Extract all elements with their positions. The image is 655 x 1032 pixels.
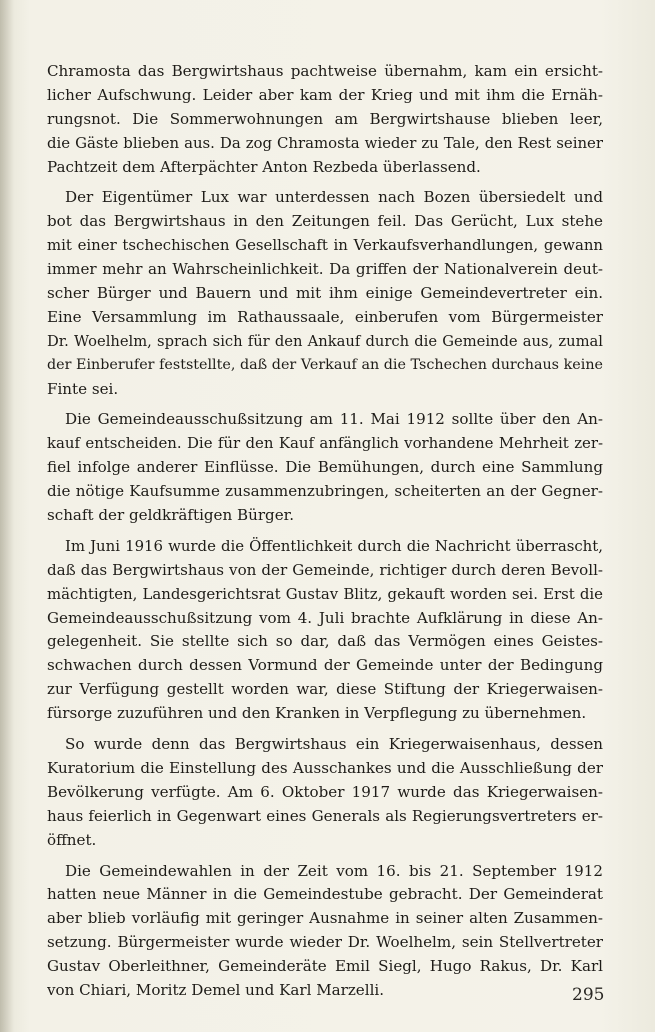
paragraph-1 <box>47 60 603 179</box>
text-line: daß das Bergwirtshaus von der Gemeinde, richtiger durch deren Bevoll- <box>47 560 603 579</box>
paragraph-4 <box>47 535 603 726</box>
text-line: licher Aufschwung. Leider aber kam der Krieg und mit ihm die Ernäh- <box>47 85 603 104</box>
text-line: setzung. Bürgermeister wurde wieder Dr. Woelhelm, sein Stellvertreter <box>47 933 603 952</box>
text-line: haus feierlich in Gegenwart eines Generals als Regierungsvertreters er- <box>47 806 603 825</box>
text-line: schwachen durch dessen Vormund der Gemeinde unter der Bedingung <box>47 656 603 675</box>
text-line: mit einer tschechischen Gesellschaft in Verkaufsverhandlungen, gewann <box>47 236 603 255</box>
text-line: fiel infolge anderer Einflüsse. Die Bemühungen, durch eine Sammlung <box>47 458 603 477</box>
text-line: scher Bürger und Bauern und mit ihm einige Gemeindevertreter ein. <box>47 284 603 303</box>
text-line: Die Gemeindeausschußsitzung am 11. Mai 1912 sollte über den An- <box>65 410 603 429</box>
page-number: 295 <box>572 985 605 1005</box>
page-gutter-shadow <box>0 0 14 1032</box>
text-line: zur Verfügung gestellt worden war, diese Stiftung der Kriegerwaisen- <box>47 680 603 699</box>
body-text <box>47 60 603 1010</box>
text-line: So wurde denn das Bergwirtshaus ein Kriegerwaisenhaus, dessen <box>65 735 603 754</box>
text-line: Bevölkerung verfügte. Am 6. Oktober 1917 wurde das Kriegerwaisen- <box>47 782 603 801</box>
text-line: Chramosta das Bergwirtshaus pachtweise übernahm, kam ein ersicht- <box>47 62 603 80</box>
paragraph-3 <box>47 408 603 527</box>
text-line: gelegenheit. Sie stellte sich so dar, daß das Vermögen eines Geistes- <box>47 632 603 651</box>
text-line: Finte sei. <box>47 379 119 398</box>
text-line: Der Eigentümer Lux war unterdessen nach Bozen übersiedelt und <box>65 188 603 207</box>
text-line: von Chiari, Moritz Demel und Karl Marzelli. <box>47 980 385 999</box>
text-line: der Einberufer feststellte, daß der Verkauf an die Tschechen durchaus keine <box>47 356 603 373</box>
text-line: immer mehr an Wahrscheinlichkeit. Da griffen der Nationalverein deut- <box>47 260 603 279</box>
text-line: kauf entscheiden. Die für den Kauf anfänglich vorhandene Mehrheit zer- <box>47 434 603 453</box>
text-line: Pachtzeit dem Afterpächter Anton Rezbeda überlassend. <box>47 157 481 176</box>
text-line: Dr. Woelhelm, sprach sich für den Ankauf durch die Gemeinde aus, zumal <box>47 332 603 350</box>
text-line: mächtigten, Landesgerichtsrat Gustav Blitz, gekauft worden sei. Erst die <box>47 584 603 603</box>
text-line: Die Gemeindewahlen in der Zeit vom 16. bis 21. September 1912 <box>65 861 603 880</box>
text-line: rungsnot. Die Sommerwohnungen am Bergwirtshause blieben leer, <box>47 109 603 128</box>
text-line: bot das Bergwirtshaus in den Zeitungen feil. Das Gerücht, Lux stehe <box>47 212 603 231</box>
text-line: Gustav Oberleithner, Gemeinderäte Emil Siegl, Hugo Rakus, Dr. Karl <box>47 957 603 976</box>
text-line: schaft der geldkräftigen Bürger. <box>47 506 294 525</box>
text-line: Kuratorium die Einstellung des Ausschankes und die Ausschließung der <box>47 758 603 777</box>
paragraph-6 <box>47 860 603 1003</box>
text-line: die Gäste blieben aus. Da zog Chramosta wieder zu Tale, den Rest seiner <box>47 133 603 152</box>
text-line: Im Juni 1916 wurde die Öffentlichkeit durch die Nachricht überrascht, <box>65 536 603 555</box>
text-line: fürsorge zuzuführen und den Kranken in Verpflegung zu übernehmen. <box>47 704 587 723</box>
text-line: hatten neue Männer in die Gemeindestube gebracht. Der Gemeinderat <box>47 885 603 904</box>
text-line: Gemeindeausschußsitzung vom 4. Juli brachte Aufklärung in diese An- <box>47 608 603 627</box>
paragraph-2 <box>47 186 603 401</box>
text-line: die nötige Kaufsumme zusammenzubringen, scheiterten an der Gegner- <box>47 482 603 501</box>
text-line: Eine Versammlung im Rathaussaale, einberufen vom Bürgermeister <box>47 307 603 326</box>
paragraph-5 <box>47 733 603 852</box>
text-line: öffnet. <box>47 830 97 849</box>
text-line: aber blieb vorläufig mit geringer Ausnahme in seiner alten Zusammen- <box>47 909 603 928</box>
